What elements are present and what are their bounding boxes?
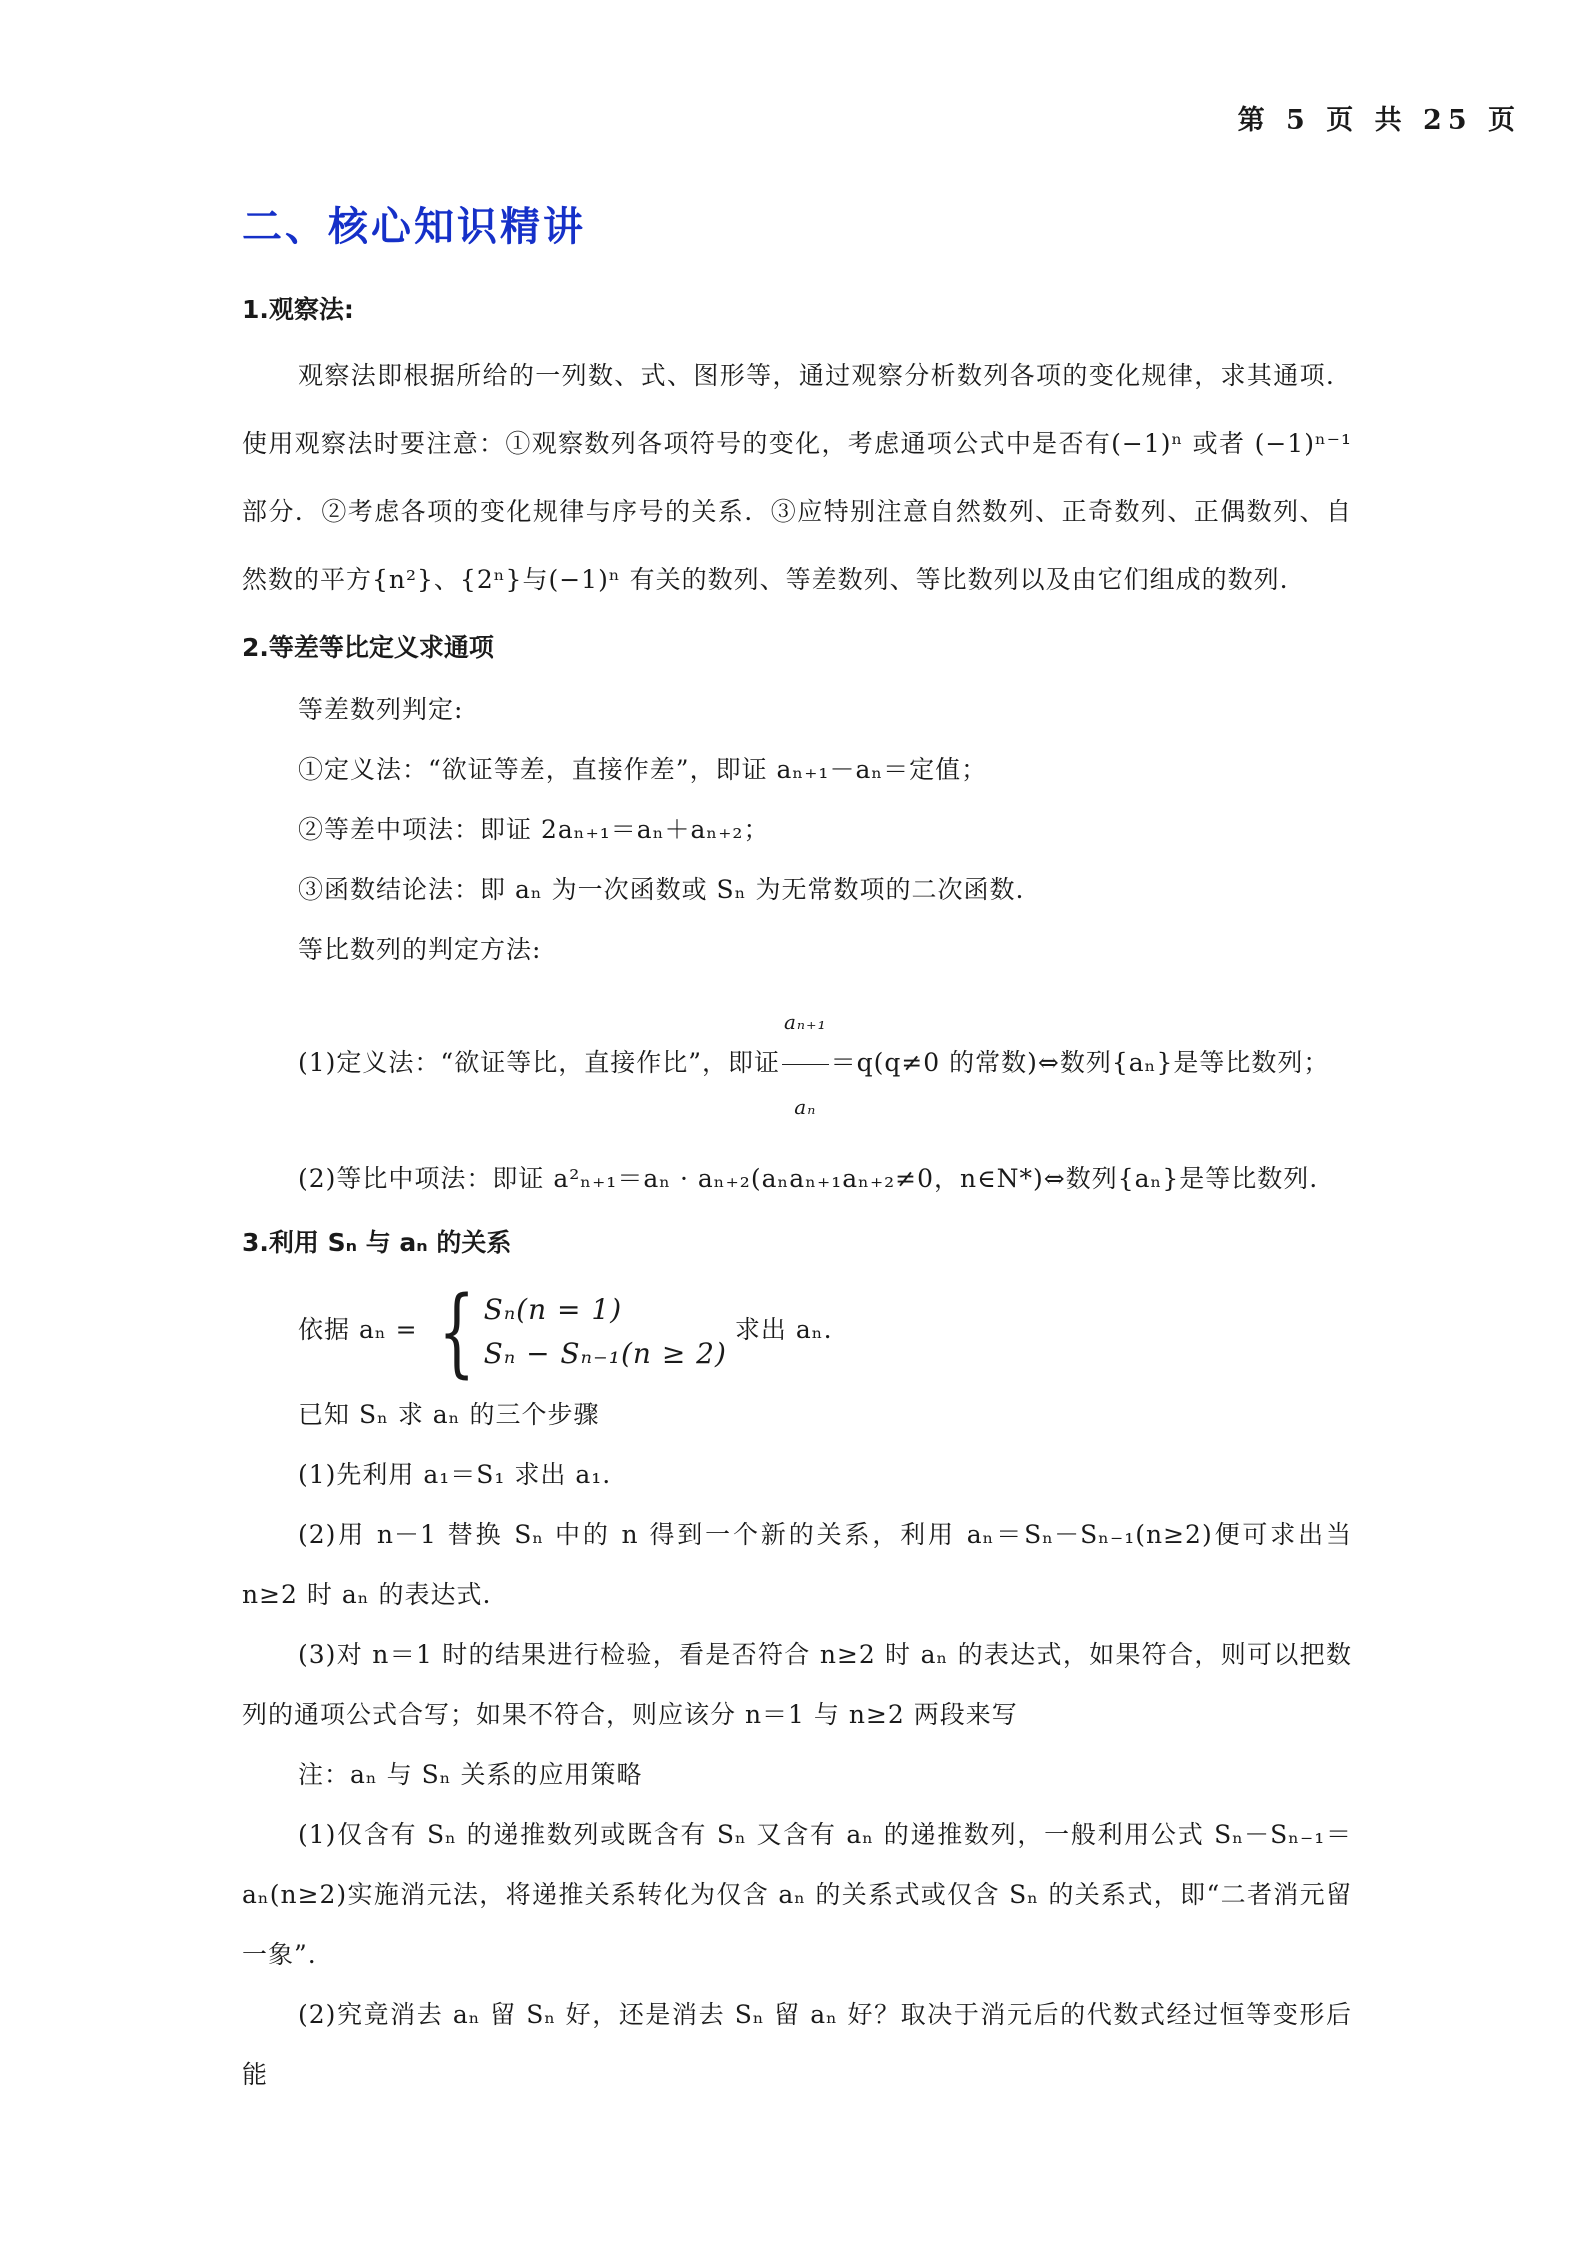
subsection-title-observation: 1.观察法: xyxy=(242,295,354,324)
step-1: (1)先利用 a₁＝S₁ 求出 a₁. xyxy=(298,1460,612,1489)
note-1: (1)仅含有 Sₙ 的递推数列或既含有 Sₙ 又含有 aₙ 的递推数列，一般利用公式 Sₙ－Sₙ₋₁＝aₙ(n≥2)实施消元法，将递推关系转化为仅含 aₙ 的关系式或仅含 Sₙ 的关系式，即“二者消元留一象”. xyxy=(242,1820,1352,1969)
subsection-title-definition: 2.等差等比定义求通项 xyxy=(242,633,494,662)
arith-label: 等差数列判定: xyxy=(298,695,464,724)
arith-method-1: ①定义法：“欲证等差，直接作差”，即证 aₙ₊₁－aₙ＝定值； xyxy=(298,755,988,784)
page-number: 第 5 页 共 25 页 xyxy=(1237,105,1521,136)
formula-suffix: 求出 aₙ. xyxy=(734,1315,833,1344)
geo-method-1-pre: (1)定义法：“欲证等比，直接作比”，即证 xyxy=(298,1048,780,1077)
note-2: (2)究竟消去 aₙ 留 Sₙ 好，还是消去 Sₙ 留 aₙ 好？取决于消元后的代数式经过恒等变形后能 xyxy=(242,2000,1352,2089)
step-2: (2)用 n－1 替换 Sₙ 中的 n 得到一个新的关系，利用 aₙ＝Sₙ－Sₙ₋₁(n≥2)便可求出当 n≥2 时 aₙ 的表达式. xyxy=(242,1520,1352,1609)
ratio-fraction xyxy=(782,980,829,1149)
geo-label: 等比数列的判定方法: xyxy=(298,935,542,964)
subsection-title-sn-an: 3.利用 Sₙ 与 aₙ 的关系 xyxy=(242,1228,512,1257)
formula-prefix: 依据 aₙ = xyxy=(298,1315,418,1344)
brace-symbol: { xyxy=(437,1275,476,1388)
case-row-1: Sₙ(n = 1) xyxy=(483,1292,623,1326)
note-label: 注：aₙ 与 Sₙ 关系的应用策略 xyxy=(298,1760,643,1789)
section-heading: 二、核心知识精讲 xyxy=(242,204,586,250)
arith-method-2: ②等差中项法：即证 2aₙ₊₁＝aₙ＋aₙ₊₂； xyxy=(298,815,770,844)
steps-label: 已知 Sₙ 求 aₙ 的三个步骤 xyxy=(298,1400,600,1429)
document-body xyxy=(242,195,1352,2105)
geo-method-1-post: ＝q(q≠0 的常数)⇔数列{aₙ}是等比数列； xyxy=(830,1048,1330,1077)
piecewise-formula xyxy=(242,1275,1352,1388)
geo-method-1 xyxy=(242,980,1352,1149)
case-row-2: Sₙ − Sₙ₋₁(n ≥ 2) xyxy=(483,1336,727,1370)
arith-method-3: ③函数结论法：即 aₙ 为一次函数或 Sₙ 为无常数项的二次函数. xyxy=(298,875,1025,904)
observation-paragraph: 观察法即根据所给的一列数、式、图形等，通过观察分析数列各项的变化规律，求其通项．使用观察法时要注意：①观察数列各项符号的变化，考虑通项公式中是否有(−1)ⁿ 或者 (−1)ⁿ⁻¹ 部分．②考虑各项的变化规律与序号的关系．③应特别注意自然数列、正奇数列、正偶数列、自然数的平方{n²}、{2ⁿ}与(−1)ⁿ 有关的数列、等差数列、等比数列以及由它们组成的数列. xyxy=(242,361,1352,594)
fraction-numerator: aₙ₊₁ xyxy=(782,980,829,1065)
geo-method-2: (2)等比中项法：即证 a²ₙ₊₁＝aₙ · aₙ₊₂(aₙaₙ₊₁aₙ₊₂≠0，n∈N*)⇔数列{aₙ}是等比数列. xyxy=(298,1164,1319,1193)
step-3: (3)对 n＝1 时的结果进行检验，看是否符合 n≥2 时 aₙ 的表达式，如果符合，则可以把数列的通项公式合写；如果不符合，则应该分 n＝1 与 n≥2 两段来写 xyxy=(242,1640,1352,1729)
cases-block xyxy=(426,1275,727,1388)
fraction-denominator: aₙ xyxy=(794,1095,817,1119)
